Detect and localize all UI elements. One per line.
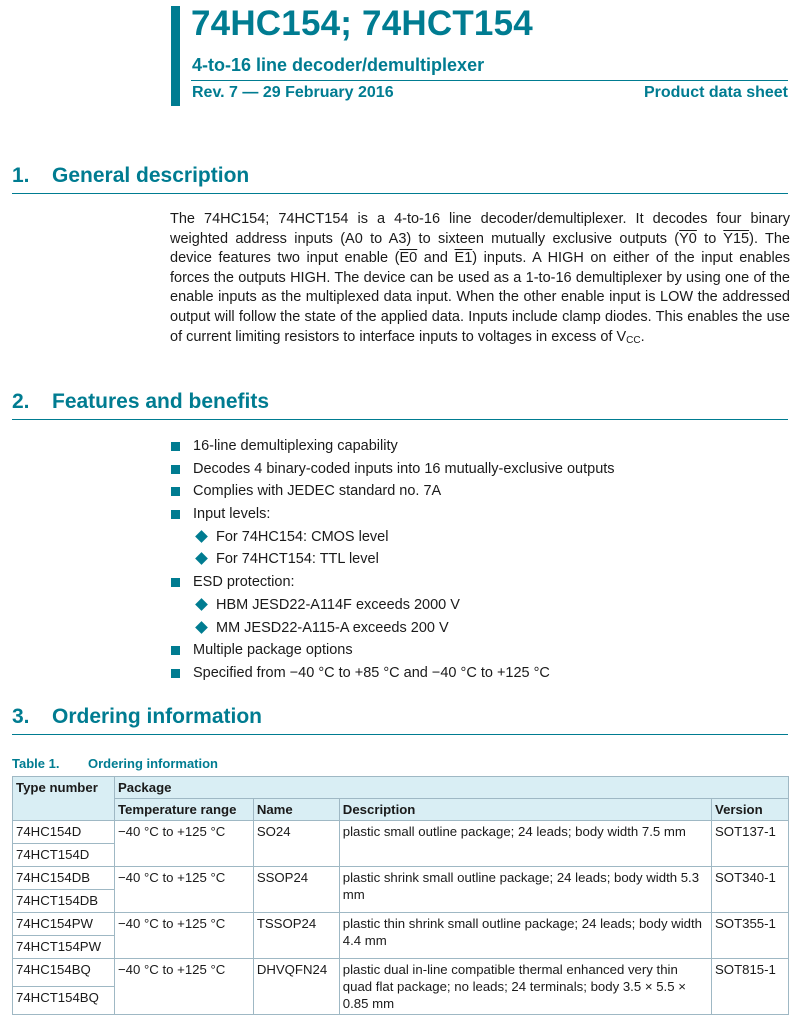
section-divider <box>12 734 788 735</box>
cell-version: SOT815-1 <box>712 959 789 1015</box>
list-item: Decodes 4 binary-coded inputs into 16 mutually-exclusive outputs <box>170 459 615 482</box>
section-number: 3. <box>12 705 30 728</box>
list-item: Complies with JEDEC standard no. 7A <box>170 481 615 504</box>
table-row <box>13 867 789 890</box>
cell-description: plastic small outline package; 24 leads; body width 7.5 mm <box>339 821 711 867</box>
section-divider <box>12 193 788 194</box>
square-bullet-icon <box>171 487 180 496</box>
table-row <box>13 821 789 844</box>
square-bullet-icon <box>171 465 180 474</box>
cell-type-number: 74HC154PW <box>13 913 115 936</box>
header-version: Version <box>712 799 789 821</box>
features-list <box>170 436 615 686</box>
sub-list-item: MM JESD22-A115-A exceeds 200 V <box>170 618 615 641</box>
cell-type-number: 74HC154BQ <box>13 959 115 987</box>
list-item: Specified from −40 °C to +85 °C and −40 °C to +125 °C <box>170 663 615 686</box>
revision-info: Rev. 7 — 29 February 2016 <box>192 84 394 101</box>
section-heading-features <box>12 390 269 414</box>
document-type: Product data sheet <box>643 84 788 101</box>
list-item: Multiple package options <box>170 640 615 663</box>
cell-description: plastic dual in-line compatible thermal enhanced very thin quad flat package; no leads; 24 terminals; body 3.5 × 5.5 × 0.85 mm <box>339 959 711 1015</box>
cell-version: SOT137-1 <box>712 821 789 867</box>
table-row <box>13 959 789 987</box>
cell-temperature-range: −40 °C to +125 °C <box>114 913 253 959</box>
document-subtitle: 4-to-16 line decoder/demultiplexer <box>192 55 485 75</box>
signal-e1: E1 <box>454 250 473 267</box>
cell-type-number: 74HC154DB <box>13 867 115 890</box>
cell-type-number: 74HCT154PW <box>13 936 115 959</box>
list-item: Input levels: <box>170 504 615 527</box>
ordering-information-table <box>12 776 789 1015</box>
section-heading-ordering <box>12 705 262 729</box>
header-type-number: Type number <box>13 777 115 821</box>
table-header-row <box>13 777 789 799</box>
table-row <box>13 913 789 936</box>
cell-package-name: SSOP24 <box>253 867 339 913</box>
square-bullet-icon <box>171 510 180 519</box>
cell-version: SOT340-1 <box>712 867 789 913</box>
section-title: Ordering information <box>52 705 262 728</box>
section-heading-general-description <box>12 164 249 188</box>
list-item: ESD protection: <box>170 572 615 595</box>
sub-list-item: For 74HC154: CMOS level <box>170 527 615 550</box>
header-accent-bar <box>171 6 180 106</box>
signal-y15: Y15 <box>723 230 750 247</box>
cell-type-number: 74HCT154DB <box>13 890 115 913</box>
header-description: Description <box>339 799 711 821</box>
cell-description: plastic shrink small outline package; 24 leads; body width 5.3 mm <box>339 867 711 913</box>
square-bullet-icon <box>171 442 180 451</box>
cell-package-name: SO24 <box>253 821 339 867</box>
cell-package-name: TSSOP24 <box>253 913 339 959</box>
table-subheader-row <box>13 799 789 821</box>
signal-y0: Y0 <box>679 230 697 247</box>
section-number: 2. <box>12 390 30 413</box>
cell-type-number: 74HCT154D <box>13 844 115 867</box>
square-bullet-icon <box>171 578 180 587</box>
list-item: 16-line demultiplexing capability <box>170 436 615 459</box>
cell-temperature-range: −40 °C to +125 °C <box>114 821 253 867</box>
header-package: Package <box>114 777 788 799</box>
section-divider <box>12 419 788 420</box>
cell-description: plastic thin shrink small outline package; 24 leads; body width 4.4 mm <box>339 913 711 959</box>
cell-temperature-range: −40 °C to +125 °C <box>114 867 253 913</box>
diamond-bullet-icon <box>195 621 208 634</box>
sub-list-item: HBM JESD22-A114F exceeds 2000 V <box>170 595 615 618</box>
diamond-bullet-icon <box>195 598 208 611</box>
diamond-bullet-icon <box>195 530 208 543</box>
cell-type-number: 74HC154D <box>13 821 115 844</box>
table-caption-title: Ordering information <box>88 756 218 771</box>
section-number: 1. <box>12 164 30 187</box>
diamond-bullet-icon <box>195 553 208 566</box>
table-caption-label: Table 1. <box>12 756 60 771</box>
table-caption <box>12 756 218 771</box>
section-title: General description <box>52 164 250 187</box>
cell-temperature-range: −40 °C to +125 °C <box>114 959 253 1015</box>
cell-type-number: 74HCT154BQ <box>13 987 115 1015</box>
cell-package-name: DHVQFN24 <box>253 959 339 1015</box>
square-bullet-icon <box>171 646 180 655</box>
section-title: Features and benefits <box>52 390 270 413</box>
header-divider <box>191 80 788 81</box>
cell-version: SOT355-1 <box>712 913 789 959</box>
general-description-paragraph: The 74HC154; 74HCT154 is a 4-to-16 line decoder/demultiplexer. It decodes four binary weighted address inputs (A0 to A3) to sixteen mutually exclusive outputs (Y0 to Y15). The device features two input enable (E0 and E1) inputs. A HIGH on either of the input enables forces the outputs HIGH. The device can be used as a 1-to-16 demultiplexer by using one of the enable inputs as the multiplexed data input. When the other enable input is LOW the addressed output will follow the state of the applied data. Inputs include clamp diodes. This enables the use of current limiting resistors to interface inputs to voltages in excess of $V_{CC}$. <box>170 211 791 346</box>
sub-list-item: For 74HCT154: TTL level <box>170 549 615 572</box>
document-title: 74HC154; 74HCT154 <box>191 4 533 43</box>
header-name: Name <box>253 799 339 821</box>
signal-e0: E0 <box>399 250 418 267</box>
square-bullet-icon <box>171 669 180 678</box>
header-temperature-range: Temperature range <box>114 799 253 821</box>
